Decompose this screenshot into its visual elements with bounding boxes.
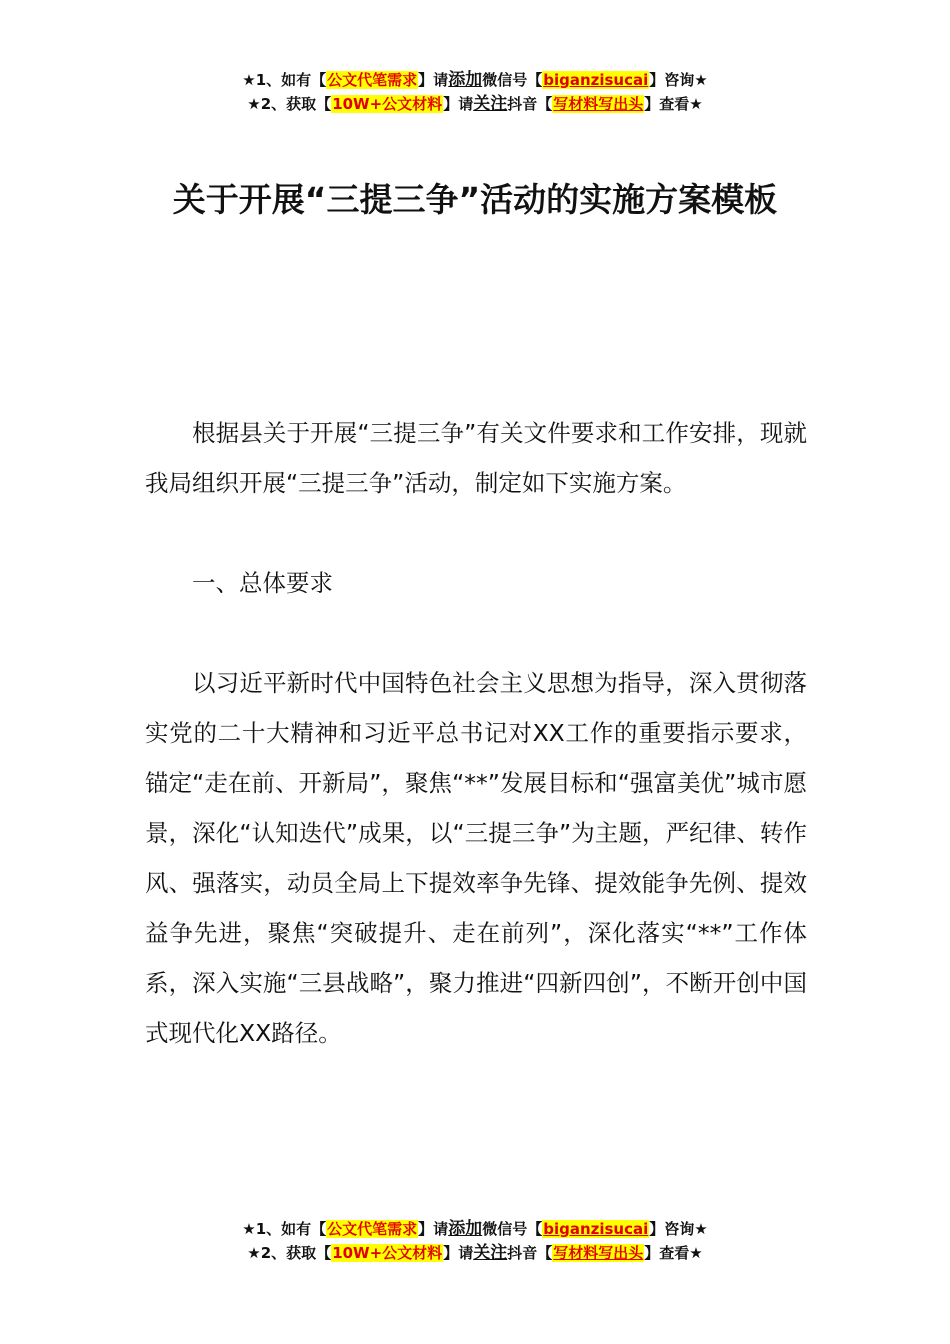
highlight-text: 公文代笔需求 [327,71,418,89]
paragraph: 根据县关于开展“三提三争”有关文件要求和工作安排，现就我局组织开展“三提三争”活动，制定如下实施方案。 [145,419,807,497]
document-body [145,408,807,1058]
section-heading: 一、总体要求 [192,569,333,597]
banner-text: 】请 [418,71,449,89]
footer-banner [0,1217,950,1265]
banner-text: 】请 [443,95,474,113]
banner-text: ★1、如有【 [242,1220,327,1238]
banner-text: 】咨询★ [649,71,708,89]
highlight-text: 10W+公文材料 [332,1244,443,1262]
banner-text: ★1、如有【 [242,71,327,89]
underlined-text: 关注 [473,94,508,114]
banner-text: 抖音【 [507,95,553,113]
banner-text: 】查看★ [644,1244,703,1262]
banner-line-1 [0,68,950,92]
banner-text: 】请 [443,1244,474,1262]
underlined-text: 添加 [448,70,483,90]
underlined-text: 关注 [473,1243,508,1263]
paragraph: 以习近平新时代中国特色社会主义思想为指导，深入贯彻落实党的二十大精神和习近平总书记对XX工作的重要指示要求，锚定“走在前、开新局”，聚焦“**”发展目标和“强富美优”城市愿景，深化“认知迭代”成果，以“三提三争”为主题，严纪律、转作风、强落实，动员全局上下提效率争先锋、提效能争先例、提效益争先进，聚焦“突破提升、走在前列”，深化落实“**”工作体系，深入实施“三县战略”，聚力推进“四新四创”，不断开创中国式现代化XX路径。 [145,669,807,1047]
banner-line-2 [0,92,950,116]
header-banner [0,68,950,116]
wechat-id: biganzisucai [543,1220,649,1238]
banner-line-1 [0,1217,950,1241]
highlight-text: 10W+公文材料 [332,95,443,113]
banner-line-2 [0,1241,950,1265]
banner-text: 】请 [418,1220,449,1238]
banner-text: 】咨询★ [649,1220,708,1238]
douyin-id: 写材料写出头 [553,1244,644,1262]
underlined-text: 添加 [448,1219,483,1239]
banner-text: 抖音【 [507,1244,553,1262]
banner-text: ★2、获取【 [247,95,332,113]
wechat-id: biganzisucai [543,71,649,89]
banner-text: 】查看★ [644,95,703,113]
document-title: 关于开展“三提三争”活动的实施方案模板 [172,180,778,219]
douyin-id: 写材料写出头 [553,95,644,113]
highlight-text: 公文代笔需求 [327,1220,418,1238]
banner-text: 微信号【 [482,71,543,89]
banner-text: ★2、获取【 [247,1244,332,1262]
banner-text: 微信号【 [482,1220,543,1238]
